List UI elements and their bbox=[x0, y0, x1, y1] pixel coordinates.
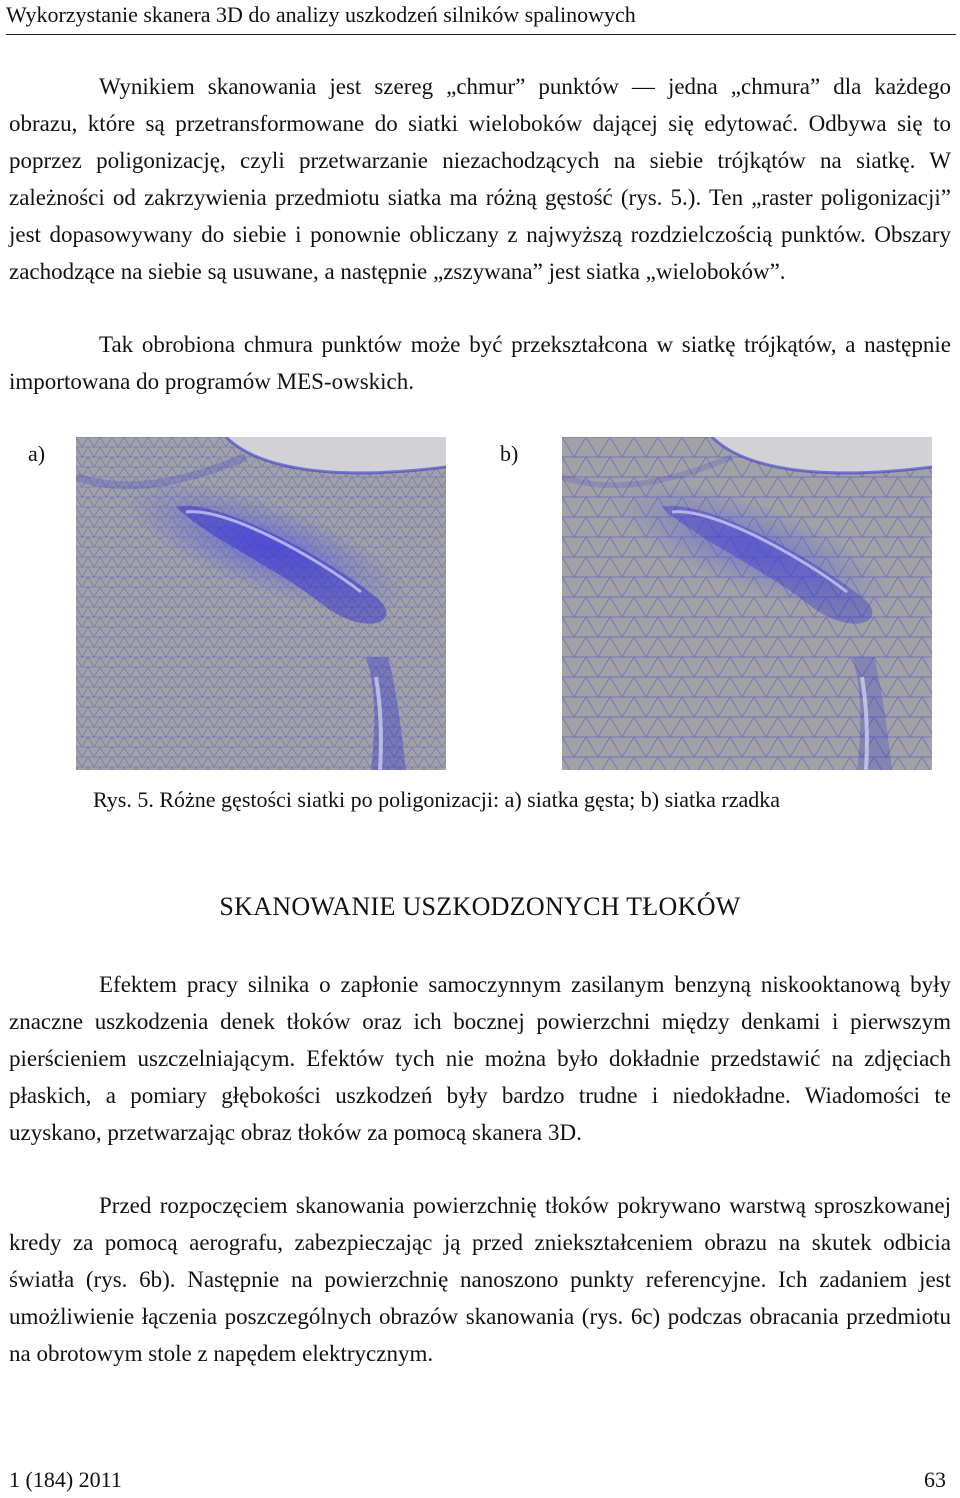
sparse-mesh-image bbox=[562, 437, 932, 770]
body-paragraph-1: Wynikiem skanowania jest szereg „chmur” punktów — jedna „chmura” dla każdego obrazu, które są przetransformowane do siatki wieloboków dającej się edytować. Odbywa się to poprzez poligonizację, czyli przetwarzanie niezachodzących na siebie trójkątów na siatkę. W zależności od zakrzywienia przedmiotu siatka ma różną gęstość (rys. 5.). Ten „raster poligonizacji” jest dopasowywany do siebie i ponownie obliczany z najwyższą rozdzielczością punktów. Obszary zachodzące na siebie są usuwane, a następnie „zszywana” jest siatka „wieloboków”. bbox=[9, 74, 951, 284]
footer-issue: 1 (184) 2011 bbox=[9, 1467, 122, 1492]
figure-label-a: a) bbox=[28, 441, 46, 466]
dense-mesh-image bbox=[76, 437, 446, 770]
page-number: 63 bbox=[924, 1467, 946, 1492]
section-paragraph-2: Przed rozpoczęciem skanowania powierzchnię tłoków pokrywano warstwą sproszkowanej kredy za pomocą aerografu, zabezpieczając ją przed zniekształceniem obrazu na skutek odbicia światła (rys. 6b). Następnie na powierzchnię nanoszono punkty referencyjne. Ich zadaniem jest umożliwienie łączenia poszczególnych obrazów skanowania (rys. 6c) podczas obracania przedmiotu na obrotowym stole z napędem elektrycznym. bbox=[9, 1193, 951, 1366]
figure-caption: Rys. 5. Różne gęstości siatki po poligonizacji: a) siatka gęsta; b) siatka rzadka bbox=[93, 787, 781, 812]
body-paragraph-2: Tak obrobiona chmura punktów może być przekształcona w siatkę trójkątów, a następnie importowana do programów MES-owskich. bbox=[9, 332, 951, 394]
section-paragraph-1: Efektem pracy silnika o zapłonie samoczynnym zasilanym benzyną niskooktanową były znaczne uszkodzenia denek tłoków oraz ich bocznej powierzchni między denkami i pierwszym pierścieniem uszczelniającym. Efektów tych nie można było dokładnie przedstawić na zdjęciach płaskich, a pomiary głębokości uszkodzeń były bardzo trudne i niedokładne. Wiadomości te uzyskano, przetwarzając obraz tłoków za pomocą skanera 3D. bbox=[9, 972, 951, 1145]
section-title: SKANOWANIE USZKODZONYCH TŁOKÓW bbox=[219, 892, 741, 921]
figure-label-b: b) bbox=[500, 441, 519, 466]
running-header: Wykorzystanie skanera 3D do analizy uszkodzeń silników spalinowych bbox=[6, 0, 956, 35]
